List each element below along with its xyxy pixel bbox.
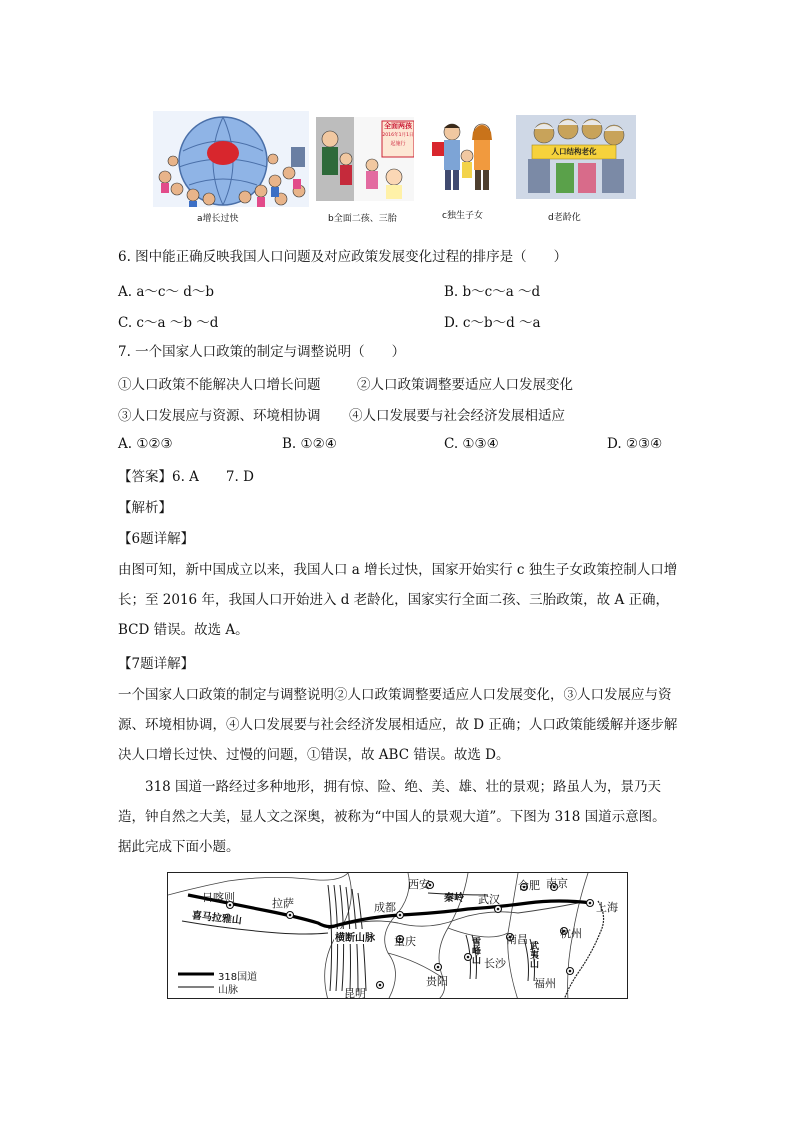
- mountain-himalaya-line: [182, 921, 328, 934]
- city-label-hefei: 合肥: [518, 879, 540, 892]
- q7-option-d: D. ②③④: [607, 436, 663, 452]
- image-c-caption: c独生子女: [442, 211, 483, 221]
- poster-effective: 起施行: [390, 141, 406, 147]
- detail7-text: 一个国家人口政策的制定与调整说明②人口政策调整要适应人口发展变化，③人口发展应与资源、环境相协调，④人口发展要与社会经济发展相适应，故 D 正确；人口政策能缓解并逐步解决人口增长过快、过慢的问题，①错误，故 ABC 错误。故选 D。: [118, 687, 678, 763]
- city-label-hangzhou: 杭州: [560, 927, 582, 940]
- image-d-caption: d老龄化: [548, 213, 581, 223]
- detail7-label: 【7题详解】: [118, 656, 195, 672]
- q7-statement-2: ②人口政策调整要适应人口发展变化: [357, 377, 573, 393]
- policy-poster: [382, 122, 414, 149]
- city-label-xian: 西安: [408, 878, 430, 891]
- q6-option-a: A. a～c～ d～b: [118, 284, 215, 300]
- analysis-label: 【解析】: [118, 500, 172, 516]
- image-a-growth: [153, 111, 309, 224]
- mountain-label-qinling: 秦岭: [444, 893, 464, 904]
- q6-option-c: C. c～a ～b ～d: [118, 315, 219, 331]
- legend-road-label: 318国道: [218, 972, 258, 983]
- mountain-label-hengduan: 横断山脉: [334, 929, 376, 944]
- city-label-lasa: 拉萨: [272, 897, 294, 910]
- q6-stem: 6. 图中能正确反映我国人口问题及对应政策发展变化过程的排序是（ ）: [118, 249, 568, 265]
- crowded-globe-illustration: [153, 111, 309, 207]
- city-label-shanghai: 上海: [596, 901, 618, 914]
- q7-option-a: A. ①②③: [118, 436, 173, 452]
- q6-option-d: D. c～b～d ～a: [444, 315, 541, 331]
- detail6-label: 【6题详解】: [118, 531, 195, 547]
- image-c-one-child: [432, 118, 500, 221]
- one-child-family-illustration: [432, 118, 500, 194]
- image-b-caption: b全面二孩、三胎: [328, 214, 397, 224]
- city-label-kunming: 昆明: [344, 987, 366, 999]
- city-label-wuhan: 武汉: [478, 893, 500, 906]
- mountain-label-xuefeng: 雪峰山: [470, 937, 480, 964]
- city-label-rikaze: 日喀则: [202, 891, 235, 904]
- river-line: [328, 903, 578, 929]
- intro-318: 318 国道一路经过多种地形，拥有惊、险、绝、美、雄、壮的景观；路虽人为，景乃天造，钟自然之大美，显人文之深奥，被称为“中国人的景观大道”。下图为 318 国道示意图。据此完成下面小题。: [118, 779, 666, 855]
- q7-stem: 7. 一个国家人口政策的制定与调整说明（ ）: [118, 344, 406, 360]
- aging-population-illustration: [516, 115, 636, 199]
- poster-title: 全面两孩: [384, 122, 412, 130]
- legend-mountain-label: 山脉: [218, 985, 238, 996]
- q7-statement-4: ④人口发展要与社会经济发展相适应: [349, 408, 565, 424]
- city-label-nanchang: 南昌: [506, 933, 528, 946]
- q7-statement-1: ①人口政策不能解决人口增长问题: [118, 377, 321, 393]
- city-label-changsha: 长沙: [484, 957, 506, 970]
- image-a-caption: a增长过快: [197, 214, 239, 224]
- answer-line: 【答案】6. A 7. D: [118, 469, 254, 485]
- aging-banner-text: 人口结构老化: [551, 147, 597, 156]
- city-label-nanjing: 南京: [546, 877, 568, 890]
- mountain-label-himalaya: 喜马拉雅山: [191, 910, 243, 927]
- image-b-two-child: [316, 117, 414, 224]
- city-label-guiyang: 贵阳: [426, 975, 448, 988]
- poster-date: 2016年1月1日: [382, 133, 414, 138]
- q6-option-b: B. b～c～a ～d: [444, 284, 541, 300]
- q7-option-c: C. ①③④: [444, 436, 499, 452]
- mountain-label-wuyi: 武夷山: [528, 941, 538, 968]
- q7-statement-3: ③人口发展应与资源、环境相协调: [118, 408, 321, 424]
- city-label-fuzhou: 福州: [534, 977, 556, 990]
- q7-option-b: B. ①②④: [282, 436, 337, 452]
- route-318-map: [167, 872, 628, 999]
- city-label-chongqing: 重庆: [394, 935, 416, 948]
- image-d-aging: [516, 115, 636, 223]
- city-label-chengdu: 成都: [374, 901, 396, 914]
- detail6-text: 由图可知，新中国成立以来，我国人口 a 增长过快，国家开始实行 c 独生子女政策控制人口增长；至 2016 年，我国人口开始进入 d 老龄化，国家实行全面二孩、三胎政策，故 A 正确，BCD 错误。故选 A。: [118, 562, 678, 638]
